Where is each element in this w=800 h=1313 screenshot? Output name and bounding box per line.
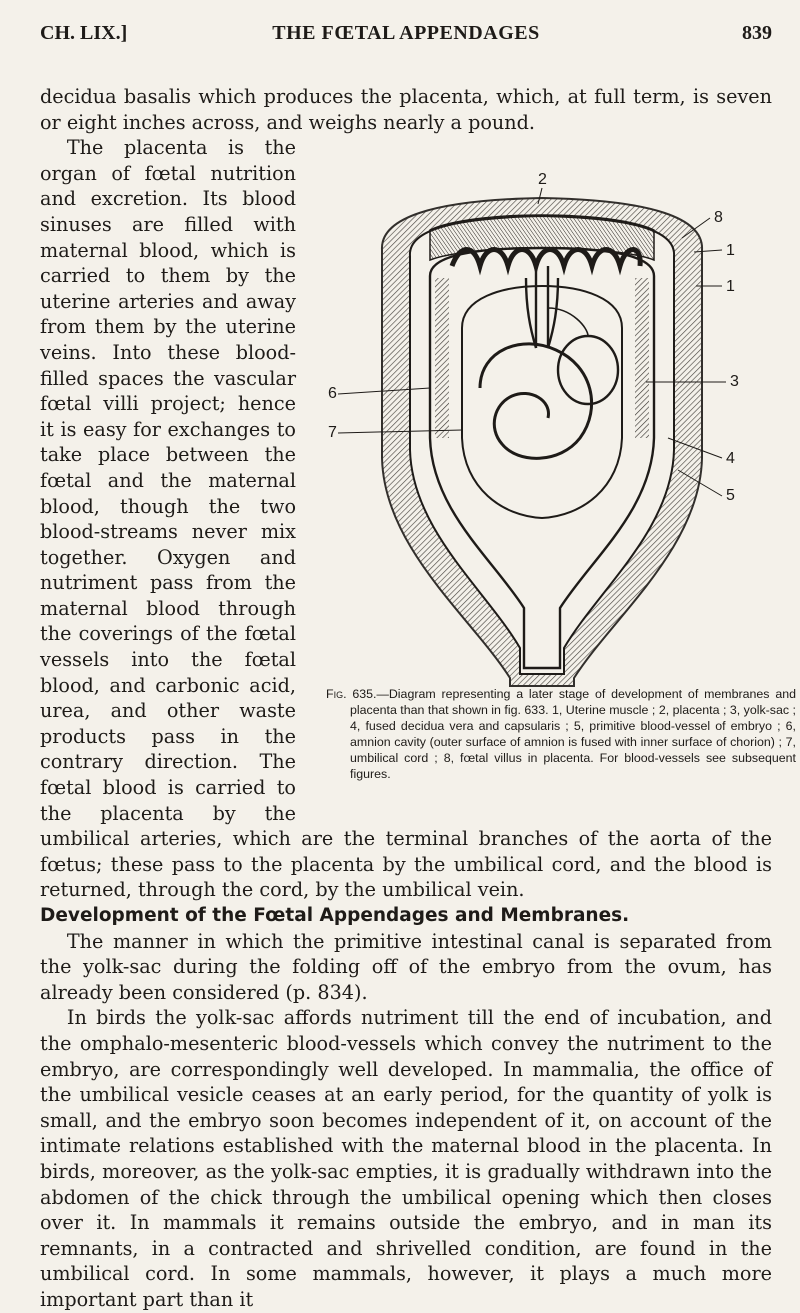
label-8: 8: [714, 209, 723, 227]
label-1a: 1: [726, 242, 735, 260]
figure-caption-text: —Diagram representing a later stage of development of membranes and placenta than that shown in fig. 633. 1, Uterine muscle ; 2, placenta ; 3, yolk-sac ; 4, fused decidua vera and capsularis ; 5, primitive blood-vessel of embryo ; 6, amnion cavity (outer surface of amnion is fused with inner surface of chorion) ; 7, umbilical cord ; 8, fœtal villus in placenta. For blood-vessels see subsequent figures.: [350, 687, 797, 782]
decidua-layer: [410, 216, 674, 674]
running-header: [40, 22, 772, 52]
figure-label: Fig. 635.: [326, 687, 377, 702]
paragraph-continuation: decidua basalis which produces the placenta, which, at full term, is seven or eight inches across, and weighs nearly a pound.: [40, 85, 772, 134]
label-4: 4: [726, 450, 735, 468]
paragraph-intestinal-canal: The manner in which the primitive intestinal canal is separated from the yolk-sac during the folding off of the embryo from the ovum, has already been considered (p. 834).: [40, 929, 772, 1004]
page-number: 839: [742, 22, 772, 44]
paragraph-placenta-text: The placenta is the organ of fœtal nutrition and excretion. Its blood sinuses are filled with maternal blood, which is carried to them by the uterine arteries and away from them by the uterine veins. Into these blood-filled spaces the vascular fœtal villi project; hence it is easy for exchanges to take place between the fœtal and the maternal blood, though the two blood-streams never mix together. Oxygen and nutriment pass from the maternal blood through the coverings of the fœtal vessels into the fœtal blood, and carbonic acid, urea, and other waste products pass in the contrary direction. The fœtal blood is carried to the placenta by the umbilical arteries, which are the terminal branches of the aorta of the fœtus; these pass to the placenta by the umbilical cord, and the blood is returned, through the cord, by the umbilical vein.: [40, 136, 772, 902]
paragraph-placenta: [40, 135, 797, 903]
figure-635: [312, 138, 797, 813]
chapter-marker: CH. LIX.]: [40, 22, 128, 44]
body-text: [40, 84, 797, 1313]
label-3: 3: [730, 373, 739, 391]
running-title: THE FŒTAL APPENDAGES: [272, 22, 540, 44]
paragraph-yolk-sac: In birds the yolk-sac affords nutriment till the end of incubation, and the omphalo-mesenteric blood-vessels which convey the nutriment to the embryo, are correspondingly well developed. In mammalia, the office of the umbilical vesicle ceases at an early period, for the quantity of yolk is small, and the embryo soon becomes independent of it, on account of the intimate relations established with the maternal blood in the placenta. In birds, moreover, as the yolk-sac empties, it is gradually withdrawn into the abdomen of the chick through the umbilical opening which then closes over it. In mammals it remains outside the embryo, and in man its remnants, in a contracted and shrivelled condition, are found in the umbilical cord. In some mammals, however, it plays a much more important part than it: [40, 1006, 772, 1311]
label-5: 5: [726, 487, 735, 505]
label-1b: 1: [726, 278, 735, 296]
label-2: 2: [538, 171, 547, 189]
figure-caption: [326, 686, 796, 782]
section-heading: Development of the Fœtal Appendages and Membranes.: [40, 905, 630, 926]
label-6: 6: [328, 385, 337, 403]
label-7: 7: [328, 424, 337, 442]
